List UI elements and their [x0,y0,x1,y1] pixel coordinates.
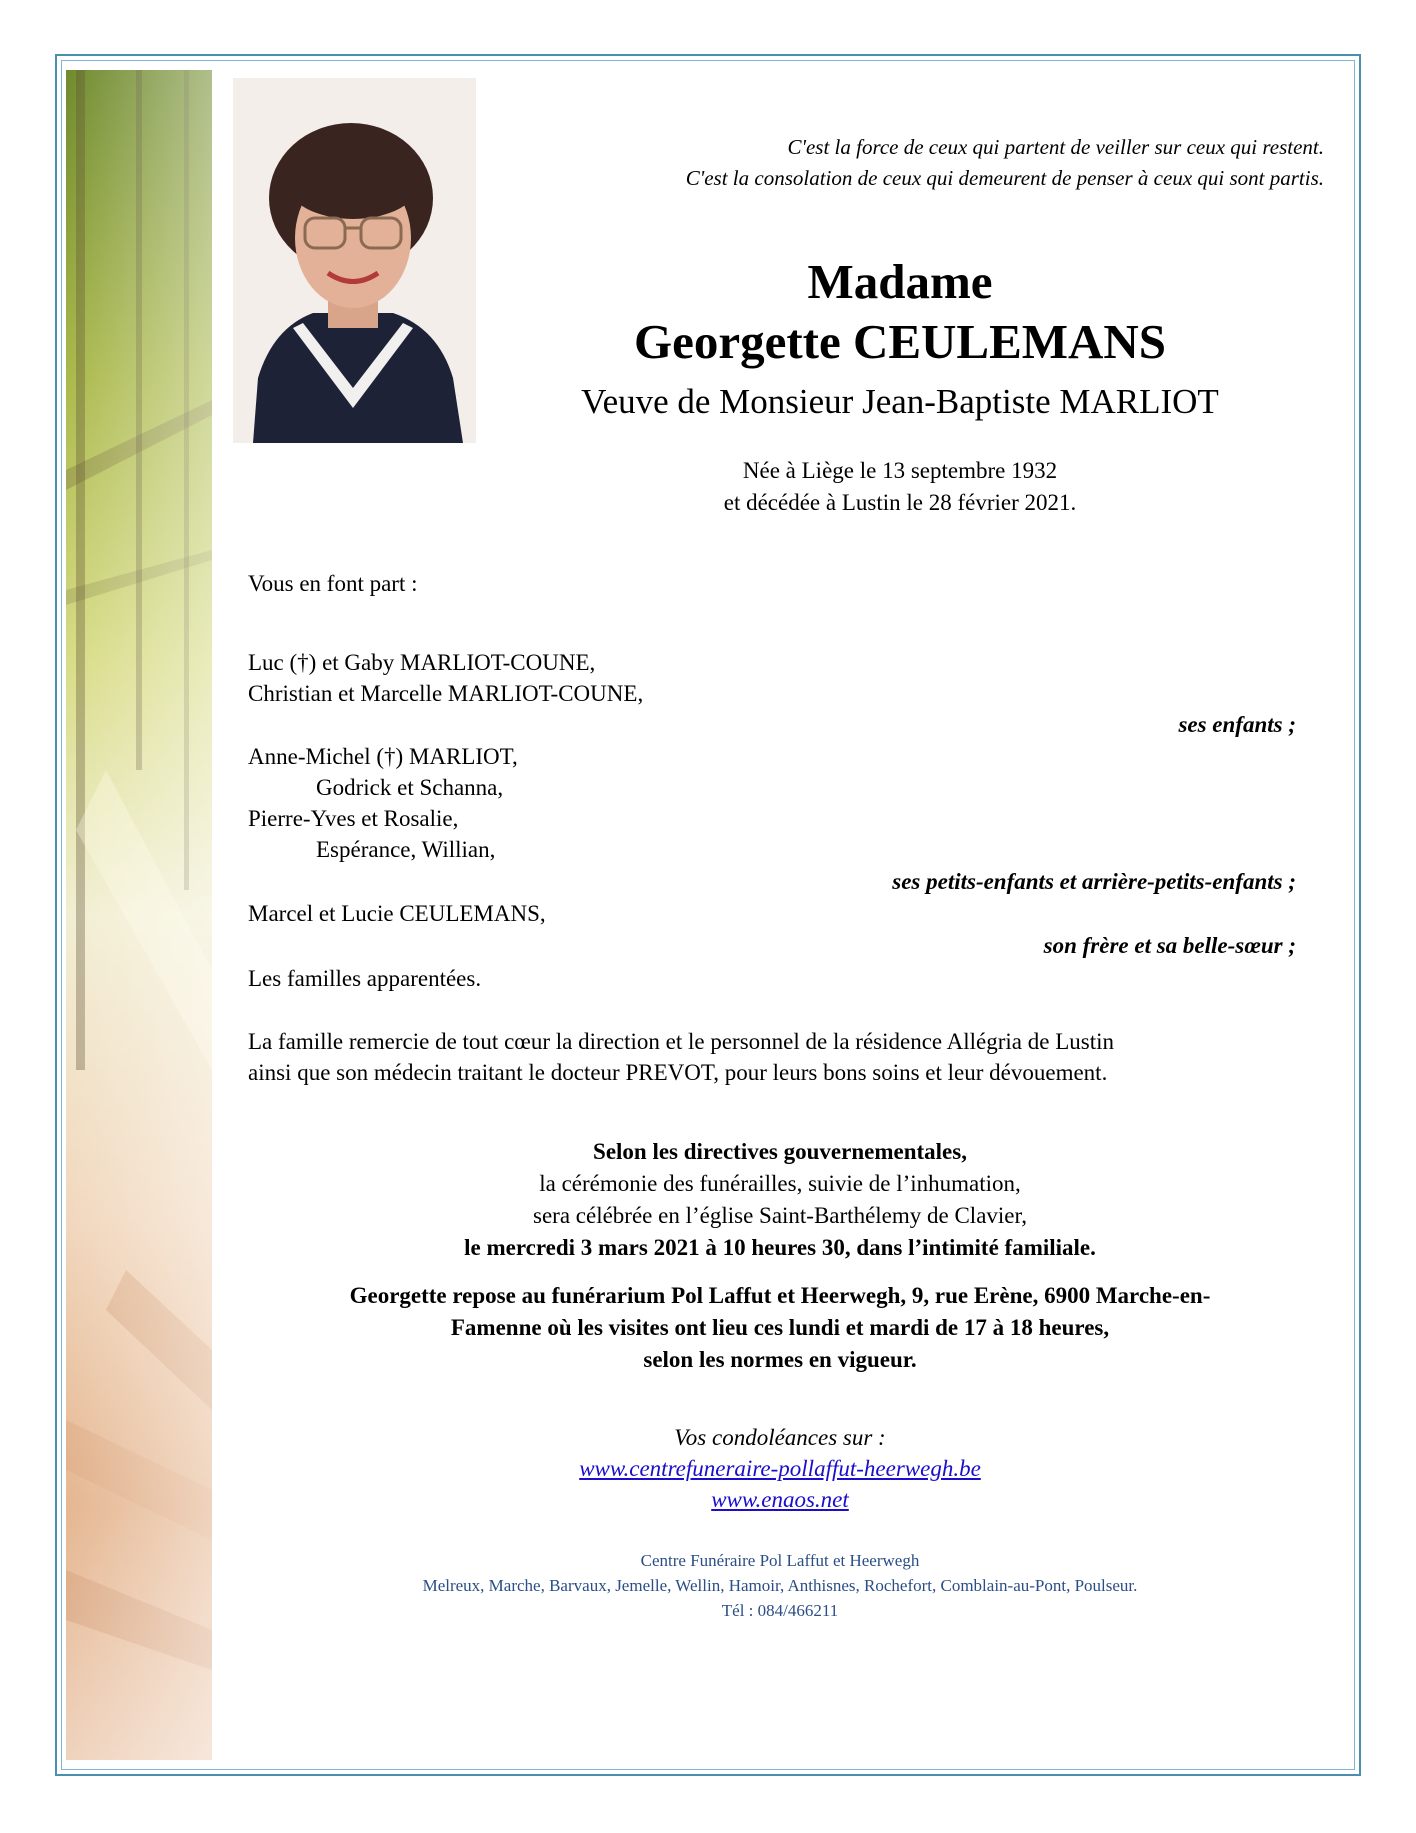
quote-line-2: C'est la consolation de ceux qui demeurent de penser à ceux qui sont partis. [685,166,1324,190]
children-label: ses enfants ; [1178,712,1296,737]
grandchild-line-1: Anne-Michel (†) MARLIOT, [248,744,518,769]
ceremony-line-4: le mercredi 3 mars 2021 à 10 heures 30, dans l’intimité familiale. [464,1235,1096,1260]
thanks-line-2: ainsi que son médecin traitant le docteur PREVOT, pour leurs bons soins et leur dévouement. [248,1060,1108,1085]
children-line-2: Christian et Marcelle MARLIOT-COUNE, [248,681,644,706]
grandchild-line-2: Pierre-Yves et Rosalie, [248,806,459,831]
deceased-name: Georgette CEULEMANS [633,314,1167,369]
condolences-link-2[interactable]: www.enaos.net [711,1487,849,1512]
birth-info: Née à Liège le 13 septembre 1932 [742,458,1058,483]
salutation: Madame [807,254,993,309]
forest-path-image [66,70,212,1760]
widow-of: Veuve de Monsieur Jean-Baptiste MARLIOT [581,382,1219,421]
sibling-label: son frère et sa belle-sœur ; [1043,933,1296,958]
visit-line-1: Georgette repose au funérarium Pol Laffut et Heerwegh, 9, rue Erène, 6900 Marche-en- [349,1283,1211,1308]
visit-line-3: selon les normes en vigueur. [643,1347,917,1372]
death-info: et décédée à Lustin le 28 février 2021. [723,490,1077,515]
visit-line-2: Famenne où les visites ont lieu ces lundi et mardi de 17 à 18 heures, [450,1315,1110,1340]
ceremony-line-3: sera célébrée en l’église Saint-Barthélemy de Clavier, [533,1203,1027,1228]
footer-company: Centre Funéraire Pol Laffut et Heerwegh [640,1551,920,1570]
condolences-label: Vos condoléances sur : [674,1425,886,1450]
thanks-line-1: La famille remercie de tout cœur la direction et le personnel de la résidence Allégria de Lustin [248,1029,1114,1054]
great-grandchild-line-2: Espérance, Willian, [316,837,496,862]
footer-phone: Tél : 084/466211 [721,1601,839,1620]
ceremony-line-2: la cérémonie des funérailles, suivie de l’inhumation, [539,1171,1021,1196]
relatives-line: Les familles apparentées. [248,966,482,991]
grandchildren-label: ses petits-enfants et arrière-petits-enfants ; [892,869,1296,894]
ceremony-line-1: Selon les directives gouvernementales, [593,1139,967,1164]
quote-line-1: C'est la force de ceux qui partent de veiller sur ceux qui restent. [787,135,1324,159]
footer-locations: Melreux, Marche, Barvaux, Jemelle, Wellin, Hamoir, Anthisnes, Rochefort, Comblain-au-Pont, Poulseur. [422,1576,1138,1595]
announce-text: Vous en font part : [248,571,418,596]
children-line-1: Luc (†) et Gaby MARLIOT-COUNE, [248,650,596,675]
condolences-link-1[interactable]: www.centrefuneraire-pollaffut-heerwegh.be [579,1456,981,1481]
great-grandchild-line-1: Godrick et Schanna, [316,775,504,800]
sibling-line: Marcel et Lucie CEULEMANS, [248,901,546,926]
